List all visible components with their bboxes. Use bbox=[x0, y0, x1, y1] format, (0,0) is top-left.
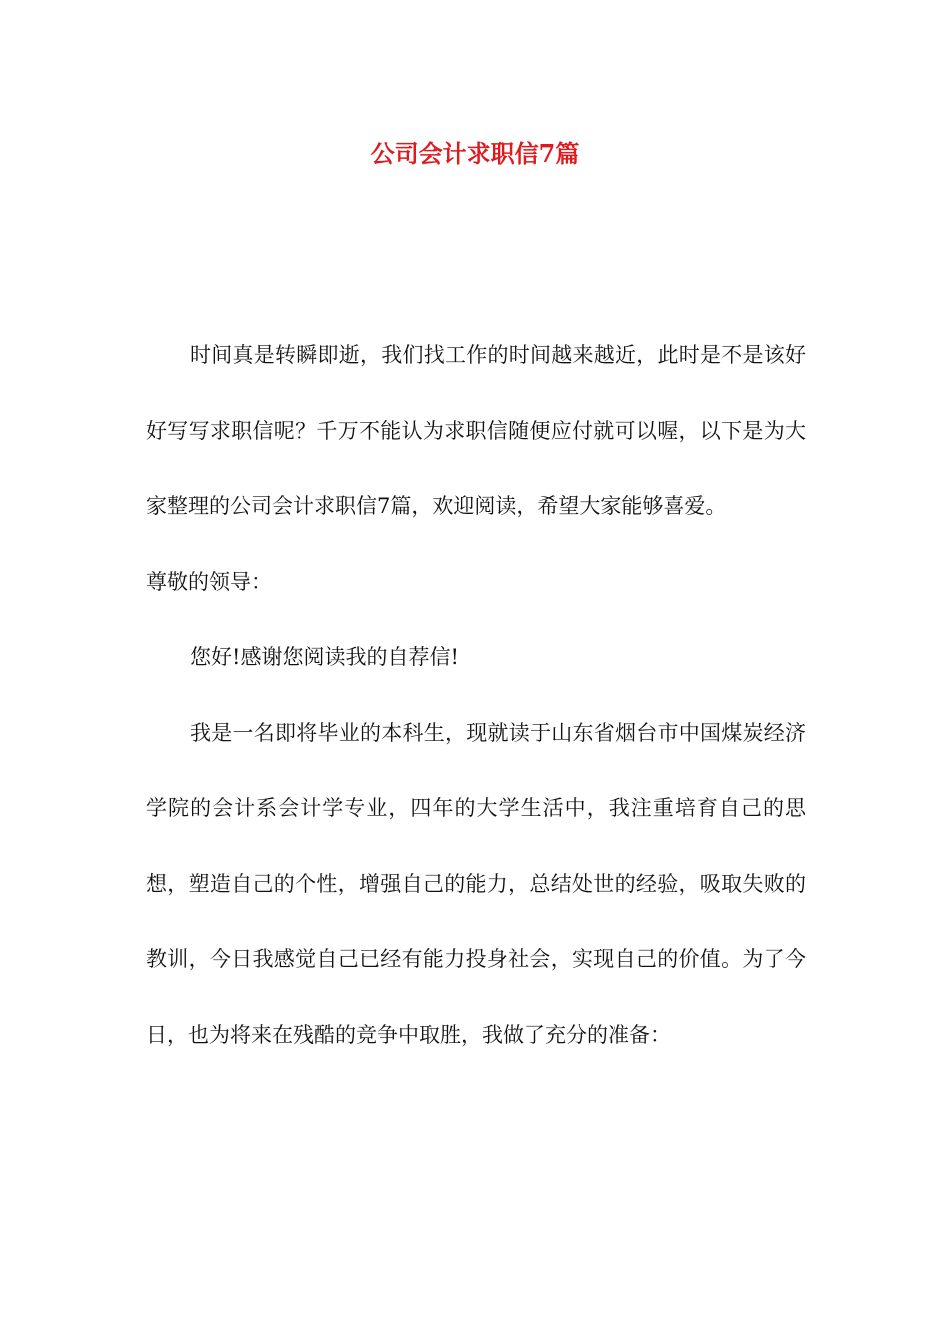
salutation: 尊敬的领导： bbox=[146, 569, 272, 594]
body-paragraph: 我是一名即将毕业的本科生，现就读于山东省烟台市中国煤炭经济学院的会计系会计学专业，四年的大学生活中，我注重培育自己的思想，塑造自己的个性，增强自己的能力，总结处世的经验，吸取失败的教训，今日我感觉自己已经有能力投身社会，实现自己的价值。为了今日，也为将来在残酷的竞争中取胜，我做了充分的准备： bbox=[146, 720, 806, 1047]
document-title: 公司会计求职信7篇 bbox=[370, 139, 580, 168]
intro-paragraph: 时间真是转瞬即逝，我们找工作的时间越来越近，此时是不是该好好写写求职信呢？千万不能认为求职信随便应付就可以喔，以下是为大家整理的公司会计求职信7篇，欢迎阅读，希望大家能够喜爱。 bbox=[146, 343, 806, 518]
greeting-paragraph: 您好!感谢您阅读我的自荐信! bbox=[190, 645, 459, 669]
document-body bbox=[146, 318, 806, 1073]
